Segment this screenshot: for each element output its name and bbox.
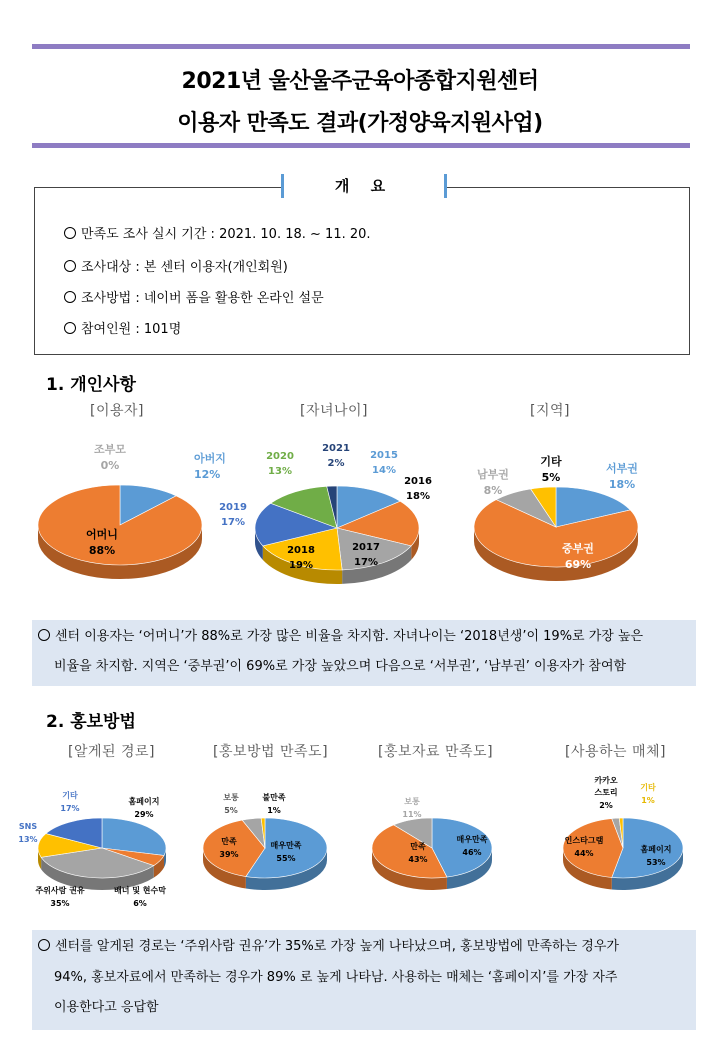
pie-category-label: 카카오 xyxy=(594,776,618,785)
pie-category-label: 남부권 xyxy=(477,468,509,481)
summary-box-promotion xyxy=(32,930,696,1030)
section-title-personal: 1. 개인사항 xyxy=(46,375,136,395)
pie-category-label: 2020 xyxy=(266,451,294,462)
pie-value-label: 1% xyxy=(267,806,281,815)
pie-value-label: 44% xyxy=(574,849,594,858)
pie-value-label: 69% xyxy=(564,558,592,571)
overview-item: 만족도 조사 실시 기간 : 2021. 10. 18. ~ 11. 20. xyxy=(64,223,371,242)
summary-text: 센터를 알게된 경로는 ‘주위사람 권유’가 35%로 가장 높게 나타났으며, 홍보방법에 만족하는 경우가 xyxy=(55,939,619,954)
pie-value-label: 17% xyxy=(354,557,378,568)
pie-value-label: 35% xyxy=(50,899,70,908)
pie-category-label: 2019 xyxy=(219,502,247,513)
pie-value-label: 2% xyxy=(599,801,613,810)
pie-chart xyxy=(372,797,492,890)
pie-category-label: 2021 xyxy=(322,443,350,454)
pie-value-label: 17% xyxy=(60,804,80,813)
section-title-promotion: 2. 홍보방법 xyxy=(46,712,136,732)
pie-category-label: 기타 xyxy=(62,791,78,800)
overview-item: 조사방법 : 네이버 폼을 활용한 온라인 설문 xyxy=(64,287,324,306)
overview-heading: 개 요 xyxy=(281,174,447,198)
pie-category-label: 만족 xyxy=(221,837,237,846)
pie-value-label: 46% xyxy=(462,848,482,857)
pie-value-label: 1% xyxy=(641,796,655,805)
pie-value-label: 19% xyxy=(289,560,313,571)
page-subtitle: 이용자 만족도 결과(가정양육지원사업) xyxy=(177,111,543,136)
chart-title: [사용하는 매체] xyxy=(565,744,667,760)
pie-value-label: 55% xyxy=(276,854,296,863)
pie-category-label: 홈페이지 xyxy=(128,797,160,806)
pie-category-label: 홈페이지 xyxy=(640,845,672,854)
page-title: 2021년 울산울주군육아종합지원센터 xyxy=(181,69,539,94)
pie-category-label: 중부권 xyxy=(562,542,594,555)
pie-value-label: 6% xyxy=(133,899,147,908)
pie-category-label: 서부권 xyxy=(606,462,638,475)
summary-box-personal xyxy=(32,620,696,686)
pie-value-label: 39% xyxy=(219,850,239,859)
pie-category-label: 보통 xyxy=(404,797,420,806)
circle-bullet-icon xyxy=(38,939,50,951)
pie-value-label: 43% xyxy=(408,855,428,864)
pie-value-label: 17% xyxy=(221,517,245,528)
pie-value-label: 29% xyxy=(134,810,154,819)
chart-title: [자녀나이] xyxy=(300,403,369,419)
chart-title: [알게된 경로] xyxy=(68,744,155,760)
pie-chart xyxy=(18,790,166,908)
pie-category-label: 기타 xyxy=(640,783,656,792)
pie-chart xyxy=(38,442,226,579)
pie-category-label: 주위사람 권유 xyxy=(35,886,85,895)
pie-category-label: 보통 xyxy=(223,793,239,802)
chart-title: [홍보방법 만족도] xyxy=(213,744,329,760)
pie-chart xyxy=(563,775,683,890)
pie-value-label: 13% xyxy=(18,835,38,844)
pie-category-label: 2016 xyxy=(404,476,432,487)
pie-category-label: 스토리 xyxy=(594,788,618,797)
pie-category-label: 2017 xyxy=(352,542,380,553)
pie-category-label: SNS xyxy=(18,822,38,831)
pie-value-label: 13% xyxy=(268,466,292,477)
pie-slice xyxy=(38,485,202,565)
summary-text: 센터 이용자는 ‘어머니’가 88%로 가장 많은 비율을 차지함. 자녀나이는 ‘2018년생’이 19%로 가장 높은 xyxy=(55,629,644,644)
pie-value-label: 0% xyxy=(100,459,120,472)
chart-title: [이용자] xyxy=(90,403,144,419)
pie-category-label: 배너 및 현수막 xyxy=(114,886,166,895)
pie-category-label: 매우만족 xyxy=(270,841,302,850)
pie-category-label: 아버지 xyxy=(194,452,226,465)
pie-value-label: 11% xyxy=(402,810,422,819)
pie-category-label: 매우만족 xyxy=(456,835,488,844)
pie-value-label: 18% xyxy=(406,491,430,502)
pie-value-label: 5% xyxy=(224,806,238,815)
pie-chart xyxy=(203,792,327,890)
summary-text: 비율을 차지함. 지역은 ‘중부권’이 69%로 가장 높았으며 다음으로 ‘서부권’, ‘남부권’ 이용자가 참여함 xyxy=(54,659,627,674)
pie-category-label: 인스타그램 xyxy=(564,836,604,845)
pie-category-label: 조부모 xyxy=(94,443,126,456)
pie-category-label: 만족 xyxy=(410,842,426,851)
pie-category-label: 2015 xyxy=(370,450,398,461)
chart-title: [지역] xyxy=(530,403,570,419)
summary-text: 이용한다고 응답함 xyxy=(54,1000,159,1015)
pie-value-label: 53% xyxy=(646,858,666,867)
overview-item: 조사대상 : 본 센터 이용자(개인회원) xyxy=(64,256,288,275)
pie-chart xyxy=(474,454,638,581)
pie-value-label: 12% xyxy=(194,468,221,481)
circle-bullet-icon xyxy=(38,629,50,641)
summary-text: 94%, 홍보자료에서 만족하는 경우가 89% 로 높게 나타남. 사용하는 매체는 ‘홈페이지’를 가장 자주 xyxy=(54,970,618,985)
pie-chart xyxy=(219,443,432,584)
pie-category-label: 2018 xyxy=(287,545,315,556)
pie-value-label: 18% xyxy=(608,478,636,491)
pie-value-label: 8% xyxy=(483,484,503,497)
pie-value-label: 5% xyxy=(541,471,561,484)
chart-title: [홍보자료 만족도] xyxy=(378,744,494,760)
pie-category-label: 어머니 xyxy=(86,528,118,541)
pie-category-label: 불만족 xyxy=(262,793,286,802)
overview-item: 참여인원 : 101명 xyxy=(64,318,181,337)
pie-value-label: 2% xyxy=(327,458,345,469)
pie-value-label: 14% xyxy=(372,465,396,476)
pie-category-label: 기타 xyxy=(540,455,562,468)
pie-value-label: 88% xyxy=(88,544,116,557)
